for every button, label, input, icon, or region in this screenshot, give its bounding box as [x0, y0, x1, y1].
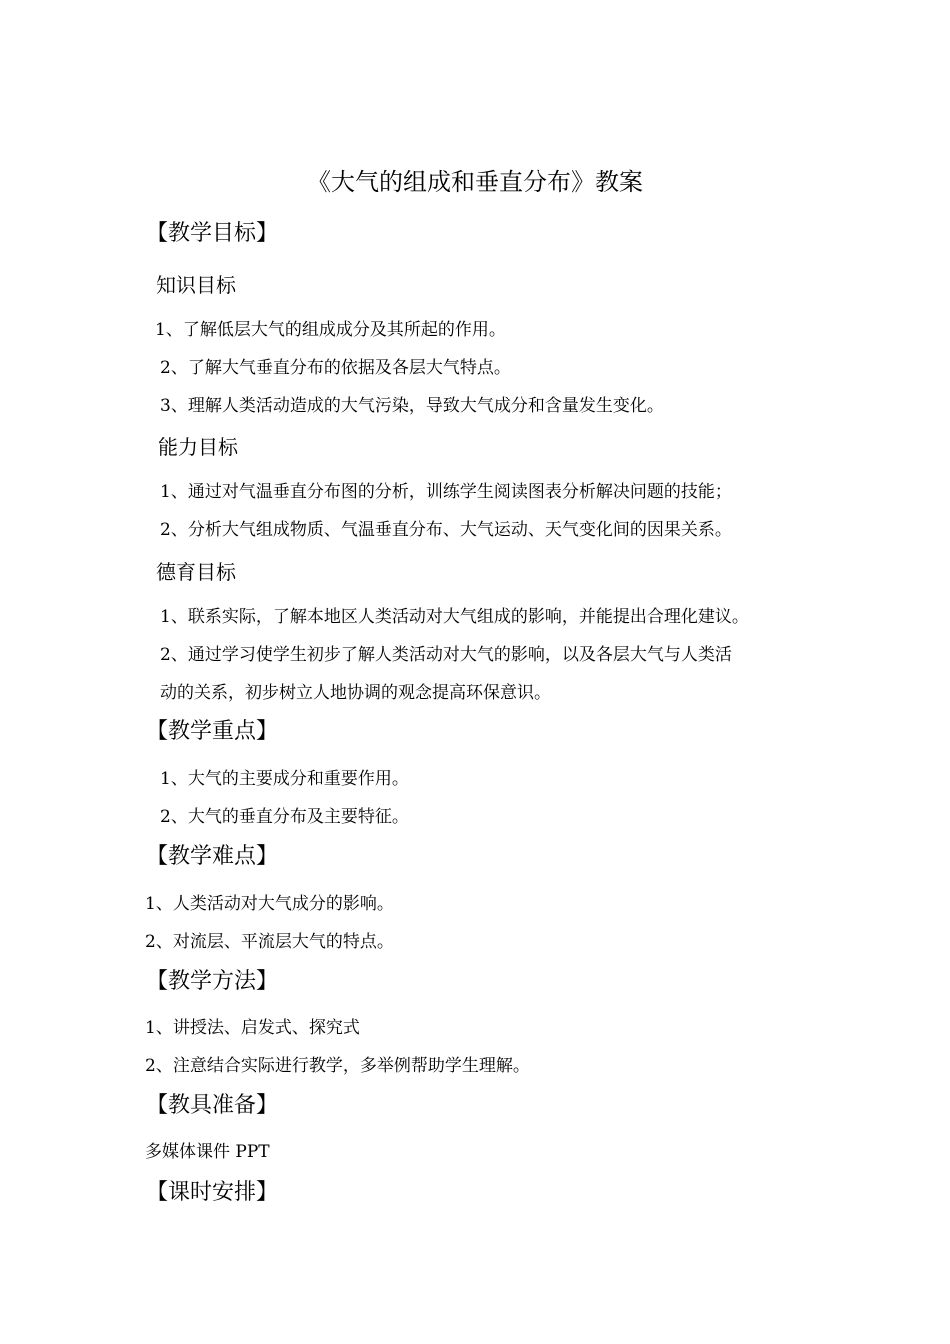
ability-item: 2、分析大气组成物质、气温垂直分布、大气运动、天气变化间的因果关系。 [160, 520, 732, 540]
key-point-item: 1、大气的主要成分和重要作用。 [160, 769, 409, 789]
difficulty-item: 1、人类活动对大气成分的影响。 [145, 894, 394, 914]
subheading-knowledge-objectives: 知识目标 [156, 273, 236, 297]
heading-difficulties: 【教学难点】 [146, 844, 279, 869]
knowledge-item: 1、了解低层大气的组成成分及其所起的作用。 [155, 320, 506, 340]
method-item: 2、注意结合实际进行教学，多举例帮助学生理解。 [145, 1056, 530, 1076]
ability-item: 1、通过对气温垂直分布图的分析，训练学生阅读图表分析解决问题的技能； [160, 482, 732, 502]
moral-item: 1、联系实际，了解本地区人类活动对大气组成的影响，并能提出合理化建议。 [160, 607, 749, 627]
moral-item-continued: 动的关系，初步树立人地协调的观念提高环保意识。 [160, 683, 551, 703]
materials-text: 多媒体课件 PPT [145, 1142, 270, 1162]
heading-teaching-objectives: 【教学目标】 [146, 221, 279, 246]
subheading-ability-objectives: 能力目标 [158, 435, 238, 459]
method-item: 1、讲授法、启发式、探究式 [145, 1018, 360, 1038]
heading-schedule: 【课时安排】 [146, 1180, 279, 1205]
moral-item: 2、通过学习使学生初步了解人类活动对大气的影响，以及各层大气与人类活 [160, 645, 732, 665]
heading-materials: 【教具准备】 [146, 1093, 279, 1118]
key-point-item: 2、大气的垂直分布及主要特征。 [160, 807, 409, 827]
subheading-moral-objectives: 德育目标 [156, 560, 236, 584]
document-title: 《大气的组成和垂直分布》教案 [307, 168, 643, 196]
knowledge-item: 2、了解大气垂直分布的依据及各层大气特点。 [160, 358, 511, 378]
knowledge-item: 3、理解人类活动造成的大气污染，导致大气成分和含量发生变化。 [160, 396, 664, 416]
difficulty-item: 2、对流层、平流层大气的特点。 [145, 932, 394, 952]
heading-key-points: 【教学重点】 [146, 719, 279, 744]
heading-methods: 【教学方法】 [146, 969, 279, 994]
